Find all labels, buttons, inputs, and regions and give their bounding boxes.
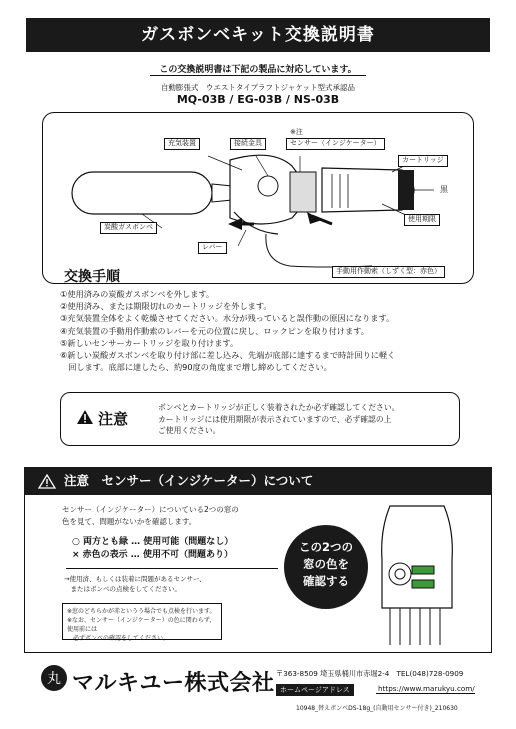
step-item: ④充気装置の手動用作動索のレバーを元の位置に戻し、ロックピンを取り付けます。 (60, 325, 369, 336)
label-black: 黒 (440, 185, 448, 194)
company-name: マルキユー株式会社 (72, 671, 275, 696)
step-item: 回します。底部に達したら、約90度の角度まで増し締めしてください。 (60, 362, 332, 373)
warning-outline-icon (38, 474, 56, 489)
note-line: ※窓のどちらかが赤というう場合でも点検を行います。 (67, 608, 216, 615)
label-connector: 接続金具 (230, 138, 266, 150)
label-cartridge: カートリッジ (398, 155, 448, 167)
sensor-desc-line: センサー（インジケーター）についている2つの窓の (62, 505, 239, 514)
intro-text: この交換説明書は下記の製品に対応しています。 (159, 65, 357, 75)
sensor-desc-line: 色を見て、問題がないかを確認します。 (62, 517, 197, 526)
instruction-line: →使用済、もしくは装着に問題があるセンサー、 (64, 575, 206, 583)
sensor-description (62, 504, 272, 528)
note-mark: ※注 (290, 128, 303, 136)
label-manual-cord: 手動用作動索（しずく型：赤色） (332, 266, 445, 278)
caution-text (158, 402, 458, 437)
status-ng: × 赤色の表示 … 使用不可（問題あり） (72, 550, 233, 560)
caution-line: ご使用ください。 (158, 426, 221, 435)
label-expiry: 使用期限 (404, 214, 440, 226)
company-logo-icon (40, 664, 68, 692)
sensor-instruction (64, 575, 206, 594)
bubble-line: 確認する (303, 574, 349, 588)
sensor-note-box (62, 603, 222, 640)
bubble-line: 窓の色を (303, 557, 349, 571)
caution-line: ボンベとカートリッジが正しく装着されたか必ず確認してください。 (158, 403, 400, 412)
label-lever: レバー (198, 242, 227, 254)
step-item: ①使用済みの炭酸ガスボンベを外します。 (60, 289, 215, 299)
check-bubble (284, 525, 368, 609)
company-address: 〒363-8509 埼玉県桶川市赤堀2-4 TEL(048)728-0909 (276, 669, 464, 678)
warning-icon (76, 409, 94, 425)
status-ok: ○ 両方とも緑 … 使用可能（問題なし） (72, 537, 234, 547)
label-inflator: 充気装置 (164, 138, 200, 150)
step-item: ②使用済み、または期限切れのカートリッジを外します。 (60, 301, 272, 312)
logo-mark-text: 丸 (47, 671, 61, 687)
product-category: 自動膨張式 ウエストタイプラフトジャケット型式承認品 (160, 83, 356, 92)
sensor-shape (290, 172, 316, 212)
bubble-line: この2つの (298, 540, 353, 554)
sensor-window-shape (412, 580, 434, 588)
product-models: MQ-03B / EG-03B / NS-03B (176, 93, 340, 106)
note-line: 必ずボンベの確認をしてください。 (67, 635, 170, 642)
status-divider (66, 568, 278, 569)
sensor-window-shape (412, 566, 434, 574)
homepage-link[interactable]: https://www.marukyu.com/ (378, 684, 475, 693)
caution-line: カートリッジには使用期限が表示されていますので、必ず確認の上 (158, 414, 392, 424)
sensor-closeup-illustration (360, 500, 470, 650)
steps-list (60, 288, 480, 373)
co2-cylinder-shape (72, 172, 212, 214)
cylinder-neck-shape (212, 184, 232, 202)
connector-shape (258, 176, 278, 196)
homepage-label: ホームページアドレス (276, 684, 354, 696)
note-line: ※なお、センサー（インジケーター）の色に関わらず、使用前には (67, 617, 216, 633)
step-item: ③充気装置全体をよく乾燥させてください。水分が残っていると誤作動の原因になります。 (60, 313, 395, 324)
document-code: 10948_替えボンベDS-18g_(自動用センサー付き)_210630 (296, 705, 458, 712)
step-item: ⑤新しいセンサーカートリッジを取り付けます。 (60, 337, 239, 348)
intro-underline (150, 75, 366, 76)
instruction-line: またはボンベの点検をしてください。 (64, 584, 181, 593)
status-list (72, 536, 233, 562)
page-title: ガスボンベキット交換説明書 (26, 18, 490, 52)
label-co2: 炭酸ガスボンベ (100, 222, 157, 234)
steps-heading: 交換手順 (64, 269, 120, 285)
cartridge-black-cap (398, 170, 414, 210)
step-item: ⑥新しい炭酸ガスボンベを取り付け部に差し込み、先端が底部に達するまで時計回りに軽く (60, 350, 396, 361)
caution-label: 注意 (98, 410, 129, 428)
sensor-heading: 注意 センサー（インジケーター）について (24, 467, 492, 495)
label-sensor: センサー（インジケーター） (286, 138, 385, 150)
